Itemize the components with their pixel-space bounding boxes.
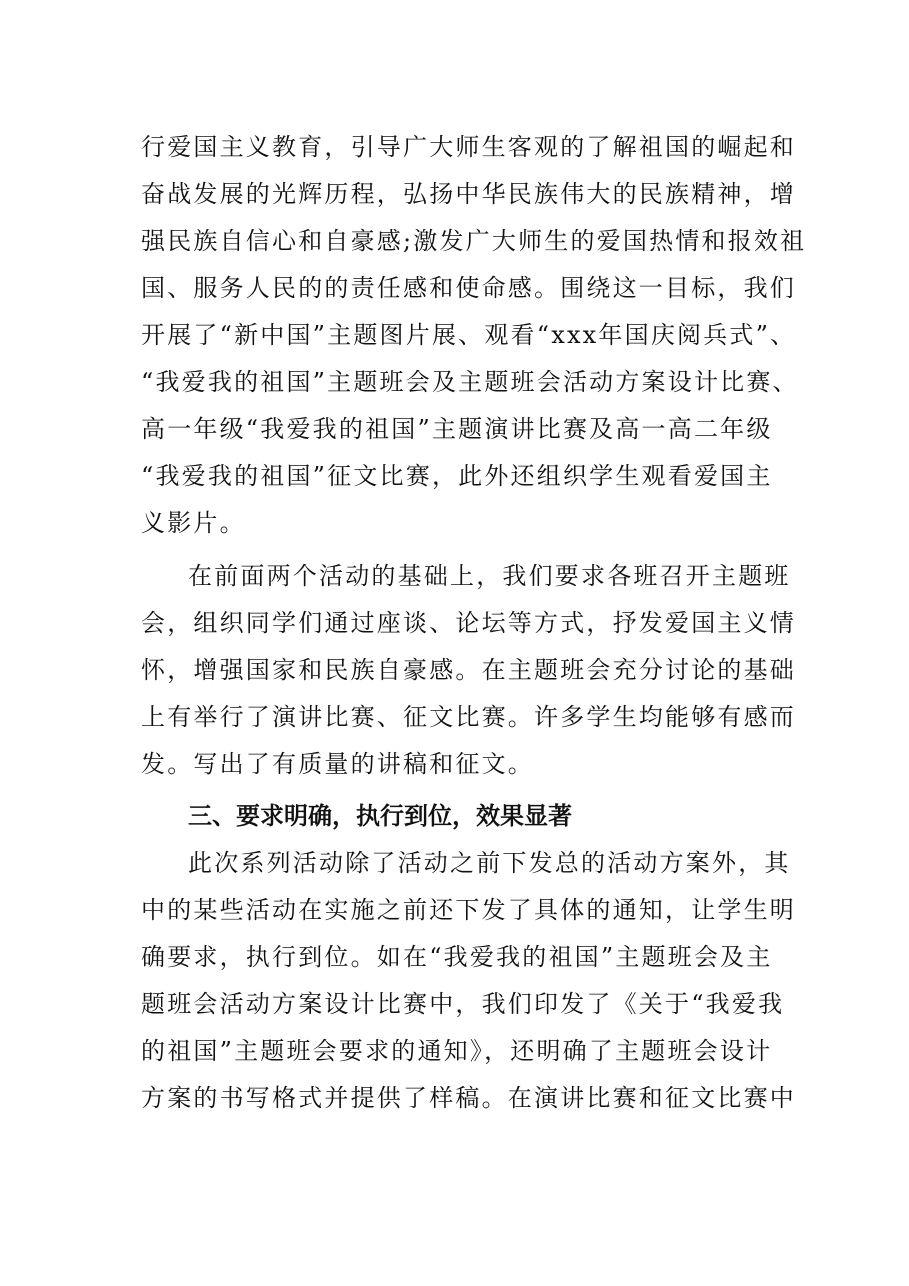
paragraph-line: 在前面两个活动的基础上，我们要求各班召开主题班 (188, 562, 791, 590)
paragraph-line: 题班会活动方案设计比赛中，我们印发了《关于“我爱我 (141, 990, 785, 1018)
paragraph-line: 义影片。 (141, 509, 246, 537)
paragraph-line: 确要求，执行到位。如在“我爱我的祖国”主题班会及主 (141, 943, 773, 971)
paragraph-line: 此次系列活动除了活动之前下发总的活动方案外，其 (188, 849, 791, 877)
paragraph-line: 发。写出了有质量的讲稿和征文。 (141, 750, 534, 778)
paragraph-line: 开展了“新中国”主题图片展、观看“xxx年国庆阅兵式”、 (141, 321, 797, 349)
paragraph-line: 会，组织同学们通过座谈、论坛等方式，抒发爱国主义情 (141, 609, 796, 637)
paragraph-line: 方案的书写格式并提供了样稿。在演讲比赛和征文比赛中 (141, 1084, 796, 1112)
paragraph-line: 怀，增强国家和民族自豪感。在主题班会充分讨论的基础 (141, 656, 796, 684)
paragraph-line: 奋战发展的光辉历程，弘扬中华民族伟大的民族精神，增 (141, 180, 796, 208)
paragraph-line: 强民族自信心和自豪感;激发广大师生的爱国热情和报效祖 (141, 227, 807, 255)
paragraph-line: 上有举行了演讲比赛、征文比赛。许多学生均能够有感而 (141, 703, 796, 731)
paragraph-line: 的祖国”主题班会要求的通知》，还明确了主题班会设计 (141, 1037, 773, 1065)
paragraph-line: 高一年级“我爱我的祖国”主题演讲比赛及高一高二年级 (141, 415, 773, 443)
paragraph-line: “我爱我的祖国”主题班会及主题班会活动方案设计比赛、 (141, 368, 799, 396)
paragraph-line: “我爱我的祖国”征文比赛，此外还组织学生观看爱国主 (141, 462, 773, 490)
paragraph-line: 国、服务人民的的责任感和使命感。围绕这一目标，我们 (141, 274, 796, 302)
paragraph-line: 行爱国主义教育，引导广大师生客观的了解祖国的崛起和 (141, 133, 796, 161)
section-heading: 三、要求明确，执行到位，效果显著 (188, 802, 572, 830)
paragraph-line: 中的某些活动在实施之前还下发了具体的通知，让学生明 (141, 896, 796, 924)
